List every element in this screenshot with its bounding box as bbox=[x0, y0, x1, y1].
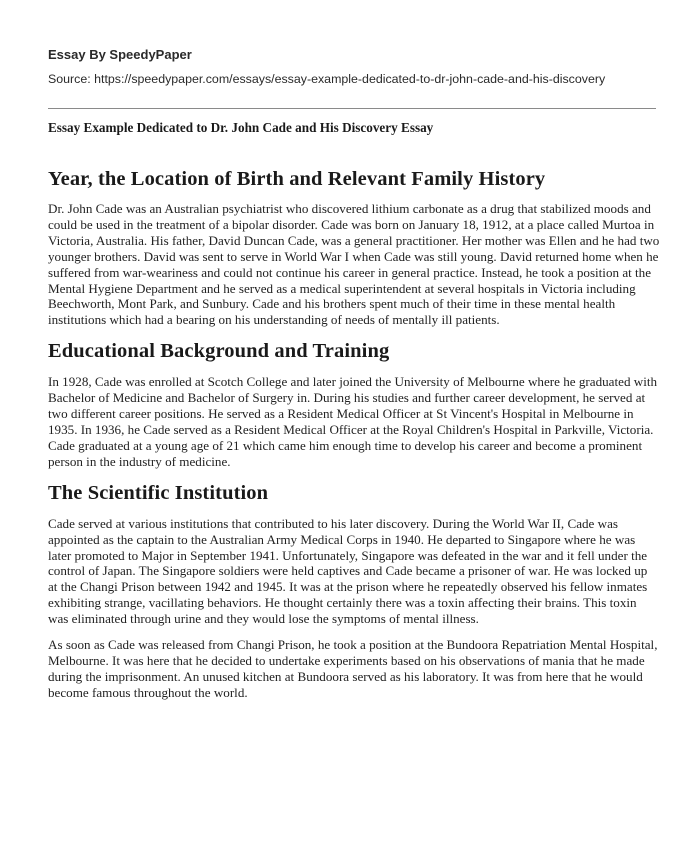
paragraph: Cade served at various institutions that contributed to his later discovery. During the World War II, Cade was appointed as the captain to the Australian Army Medical Corps in 1940. He departed to Singapore where he was later promoted to Major in September 1941. Unfortunately, Singapore was defeated in the war and it fell under the control of Japan. The Singapore soldiers were held captives and Cade became a prisoner of war. He was locked up at the Changi Prison between 1942 and 1945. It was at the prison where he repeatedly observed his fellow inmates exhibiting strange, vacillating behaviors. He thought certainly there was a toxin affecting their brains. This toxin was eliminated through urine and they would lose the symptoms of mental illness. bbox=[48, 515, 648, 627]
section-scientific-institution bbox=[48, 480, 660, 701]
section-birth-family-history bbox=[48, 166, 660, 328]
brand-label: Essay By SpeedyPaper bbox=[48, 47, 192, 62]
document-title: Essay Example Dedicated to Dr. John Cade and His Discovery Essay bbox=[48, 120, 434, 135]
paragraph: Dr. John Cade was an Australian psychiatrist who discovered lithium carbonate as a drug that stabilized moods and could be used in the treatment of a bipolar disorder. Cade was born on January 18, 1912, at a place called Murtoa in Victoria, Australia. His father, David Duncan Cade, was a general practitioner. Her mother was Ellen and he had two younger brothers. David was sent to serve in World War I when Cade was still young. David returned home when he suffered from war-weariness and could not continue his career in general practice. Instead, he took a position at the Mental Hygiene Department and he served as a medical superintendent at several hospitals in Victoria including Beechworth, Mont Park, and Sunbury. Cade and his brothers spent much of their time in these mental health institutions which had a bearing on his understanding of needs of mentally ill patients. bbox=[48, 201, 660, 328]
paragraph: As soon as Cade was released from Changi Prison, he took a position at the Bundoora Repatriation Mental Hospital, Melbourne. It was here that he decided to undertake experiments based on his observations of mania that he made during the imprisonment. An unused kitchen at Bundoora served as his laboratory. It was from here that he would become famous throughout the world. bbox=[48, 637, 658, 700]
section-heading: Educational Background and Training bbox=[48, 340, 390, 363]
essay-body bbox=[48, 166, 660, 711]
section-heading: The Scientific Institution bbox=[48, 481, 269, 504]
section-heading: Year, the Location of Birth and Relevant Family History bbox=[48, 168, 546, 190]
source-url: Source: https://speedypaper.com/essays/essay-example-dedicated-to-dr-john-cade-and-his-discovery bbox=[48, 72, 606, 86]
paragraph: In 1928, Cade was enrolled at Scotch College and later joined the University of Melbourne where he graduated with Bachelor of Medicine and Bachelor of Surgery in. During his studies and further career development, he served at two different career positions. He served as a Resident Medical Officer at St Vincent's Hospital in Melbourne in 1935. In 1936, he Cade served as a Resident Medical Officer at the Royal Children's Hospital in Parkville, Victoria. Cade graduated at a young age of 21 which came him enough time to develop his career and become a prominent person in the industry of medicine. bbox=[48, 374, 658, 469]
header-divider bbox=[48, 108, 656, 109]
section-education-training bbox=[48, 338, 660, 469]
